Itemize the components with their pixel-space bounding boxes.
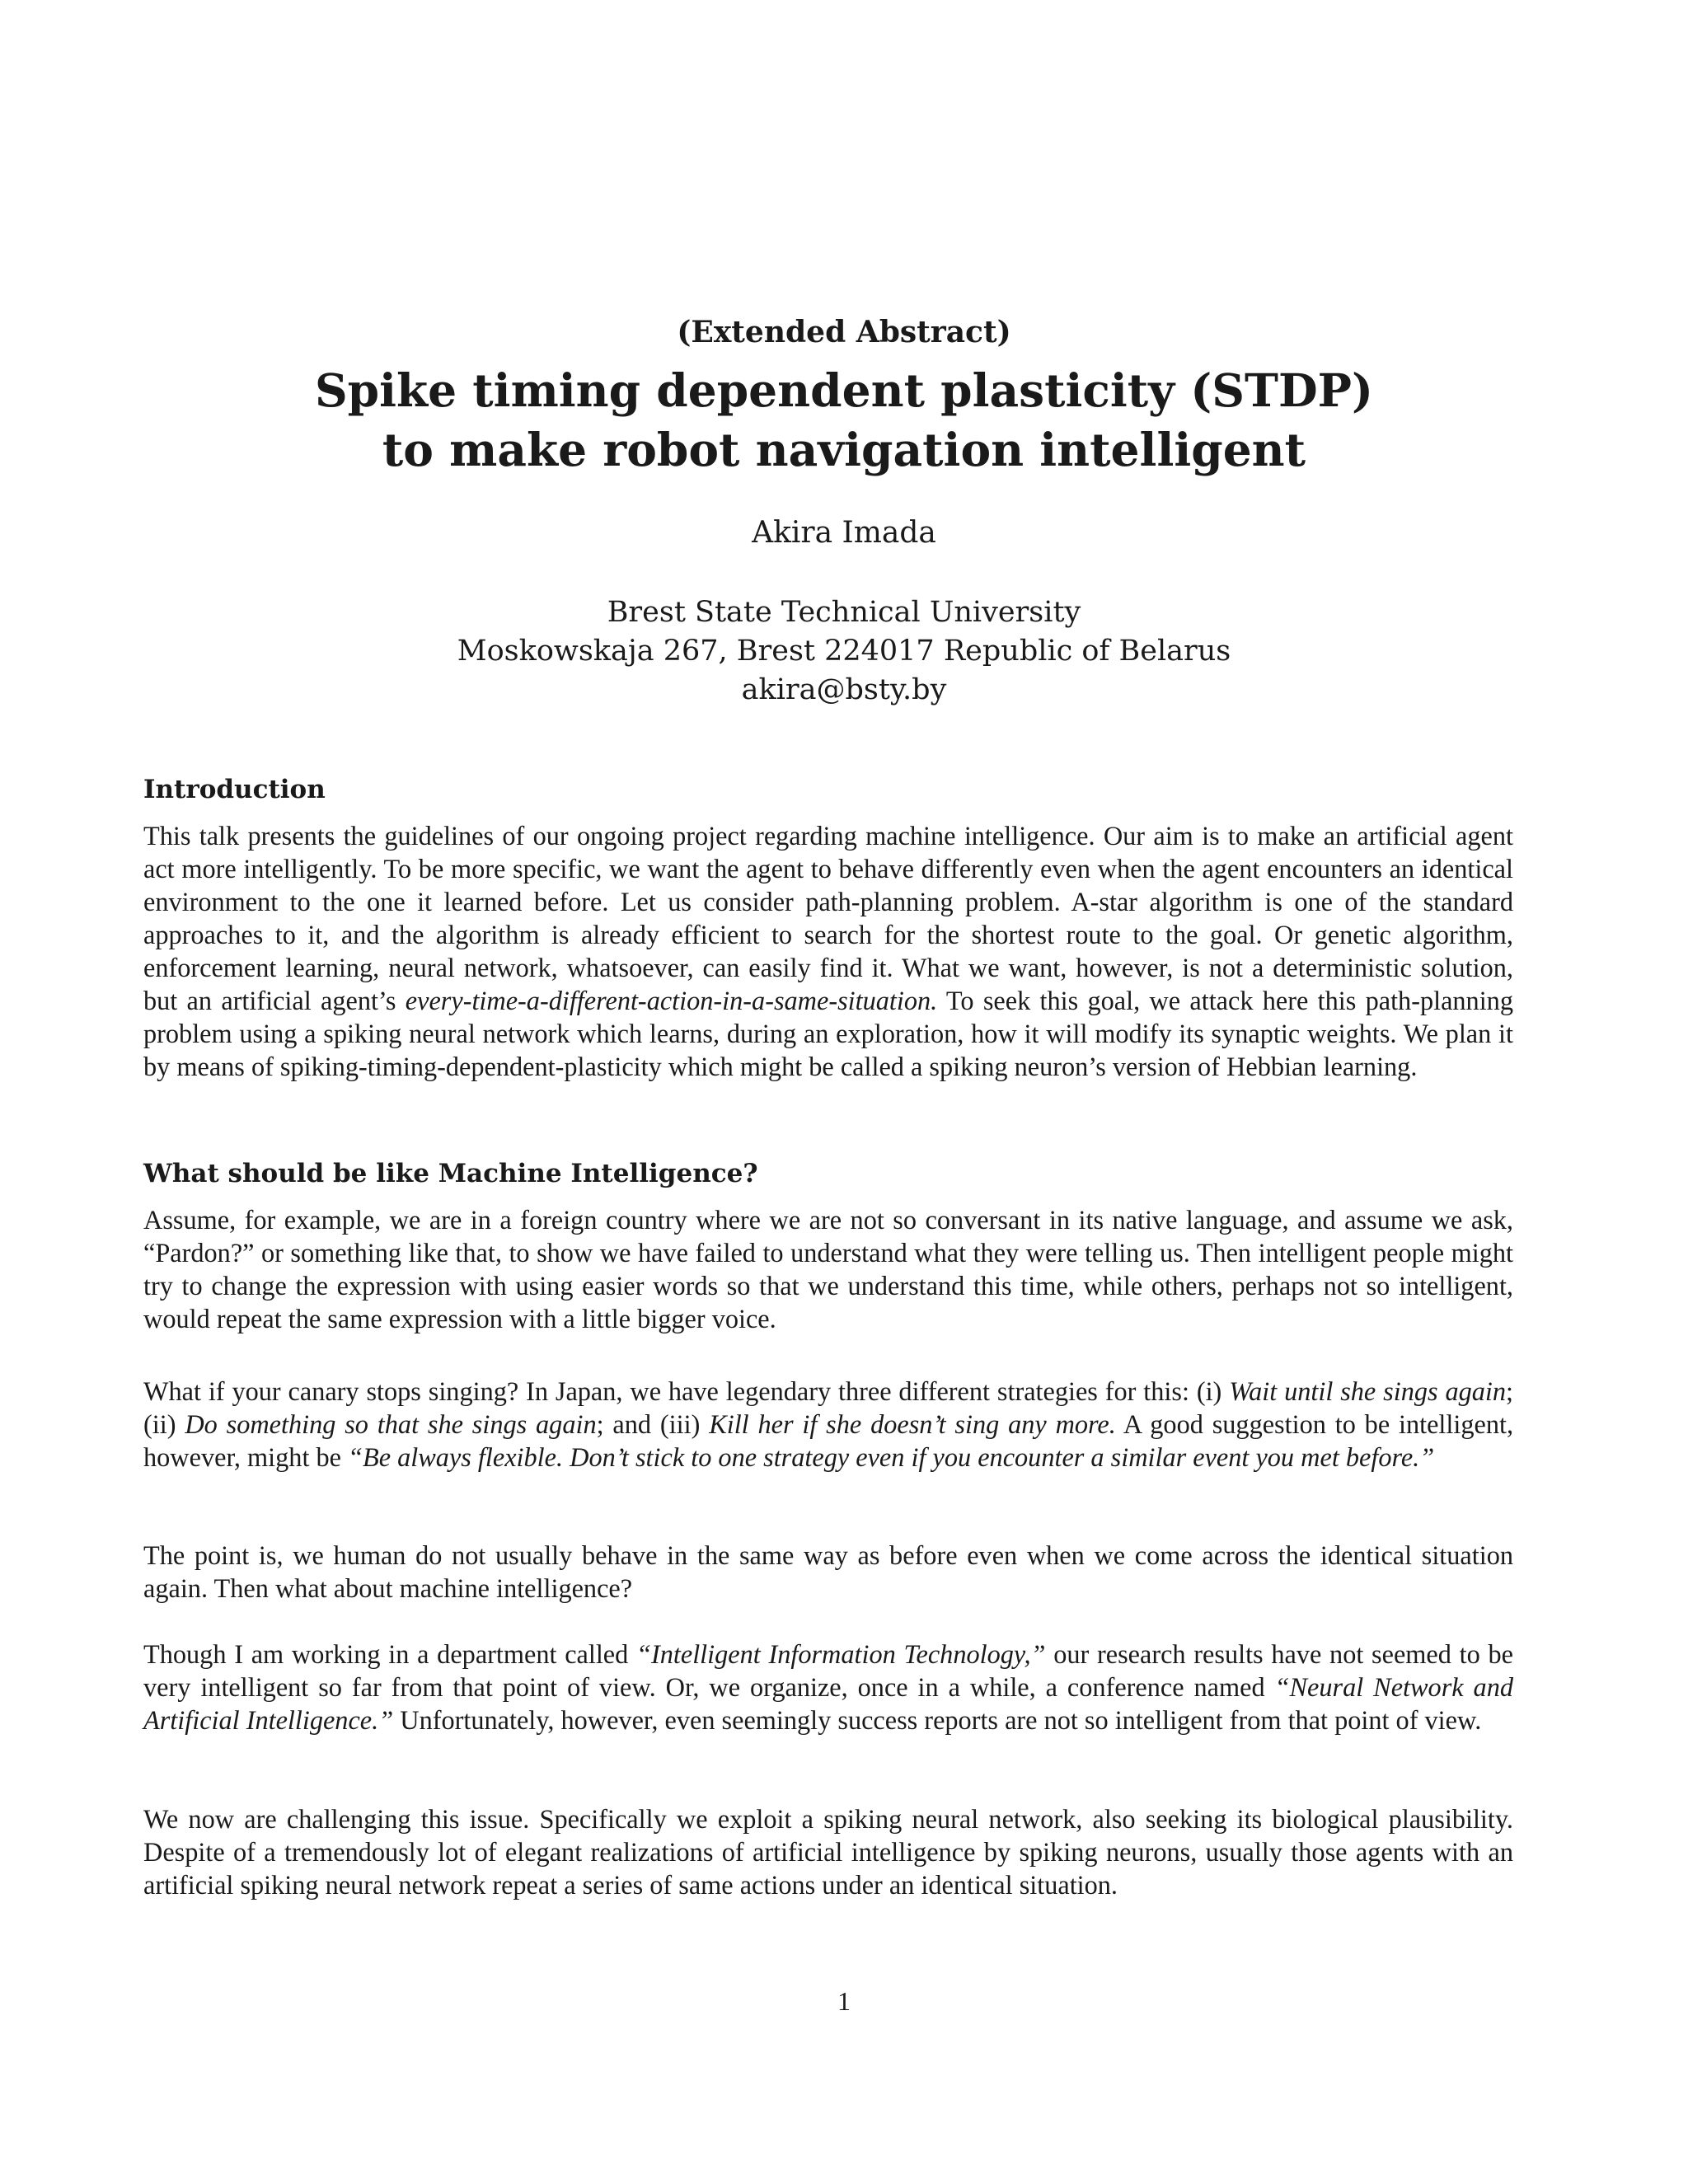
mi-paragraph-3: The point is, we human do not usually behave in the same way as before even when we come across the identical situation again. Then what about machine intelligence? [143, 1540, 1513, 1603]
mi-p2-text-c: ; and (iii) [596, 1409, 710, 1439]
mi-p2-italic-3: Kill her if she doesn’t sing any more. [709, 1409, 1116, 1439]
affiliation-line-2: Moskowskaja 267, Brest 224017 Republic of Belarus [457, 635, 1231, 668]
author-name: Akira Imada [752, 516, 936, 550]
mi-paragraph-1: Assume, for example, we are in a foreign country where we are not so conversant in its native language, and assume we ask, “Pardon?” or something like that, to show we have failed to understand what they were telling us. Then intelligent people might try to change the expression with using easier words so that we understand this time, while others, perhaps not so intelligent, would repeat the same expression with a little bigger voice. [143, 1205, 1513, 1333]
mi-paragraph-5: We now are challenging this issue. Specifically we exploit a spiking neural network, also seeking its biological plausibility. Despite of a tremendously lot of elegant realizations of artificial intelligence by spiking neurons, usually those agents with an artificial spiking neural network repeat a series of same actions under an identical situation. [143, 1804, 1513, 1900]
mi-p4-text-c: Unfortunately, however, even seemingly success reports are not so intelligent from that point of view. [393, 1705, 1482, 1735]
mi-p2-text-d: A good suggestion to be intelligent, however, might be [143, 1409, 1514, 1472]
mi-p2-text-a: What if your canary stops singing? In Japan, we have legendary three different strategies for this: (i) [143, 1376, 1230, 1406]
affiliation-line-1: Brest State Technical University [607, 596, 1081, 629]
intro-paragraph [143, 819, 1513, 1083]
mi-paragraph-4 [143, 1638, 1513, 1736]
intro-italic-phrase: every-time-a-different-action-in-a-same-situation. [405, 986, 938, 1015]
mi-p2-text-b: ; (ii) [143, 1376, 1513, 1439]
intro-text-part-2: To seek this goal, we attack here this path-planning problem using a spiking neural network which learns, during an exploration, how it will modify its synaptic weights. We plan it by means of spiking-timing-dependent-plasticity which might be called a spiking neuron’s version of Hebbian learning. [143, 986, 1513, 1081]
page-number: 1 [837, 1986, 851, 2016]
author-email: akira@bsty.by [741, 673, 947, 706]
mi-p2-italic-1: Wait until she sings again [1229, 1376, 1507, 1406]
mi-p4-italic-department: “Intelligent Information Technology,” [636, 1639, 1046, 1669]
mi-paragraph-2 [143, 1375, 1513, 1474]
intro-text-part-1: This talk presents the guidelines of our ongoing project regarding machine intelligence. Our aim is to make an artificial agent act more intelligently. To be more specific, we want the agent to behave differently even when the agent encounters an identical environment to the one it learned before. Let us consider path-planning problem. A-star algorithm is one of the standard approaches to it, and the algorithm is already efficient to search for the shortest route to the goal. Or genetic algorithm, enforcement learning, neural network, whatsoever, can easily find it. What we want, however, is not a deterministic solution, but an artificial agent’s [143, 821, 1513, 1015]
section-heading-machine-intelligence: What should be like Machine Intelligence? [143, 1159, 758, 1188]
section-heading-introduction: Introduction [143, 775, 326, 804]
title-line-2: to make robot navigation intelligent [382, 423, 1306, 476]
title-line-1: Spike timing dependent plasticity (STDP) [314, 363, 1374, 417]
mi-p4-italic-conference: “Neural Network and Artificial Intelligence.” [143, 1672, 1513, 1735]
extended-abstract-label: (Extended Abstract) [677, 315, 1011, 349]
paper-title [0, 361, 1688, 480]
mi-p4-text-a: Though I am working in a department called [143, 1639, 637, 1669]
author-affiliation [0, 593, 1688, 710]
mi-p2-italic-2: Do something so that she sings again [185, 1409, 597, 1439]
mi-p4-text-b: our research results have not seemed to be very intelligent so far from that point of view. Or, we organize, once in a while, a conference named [143, 1639, 1513, 1702]
mi-p2-italic-quote: “Be always flexible. Don’t stick to one strategy even if you encounter a similar event you met before.” [348, 1442, 1435, 1472]
